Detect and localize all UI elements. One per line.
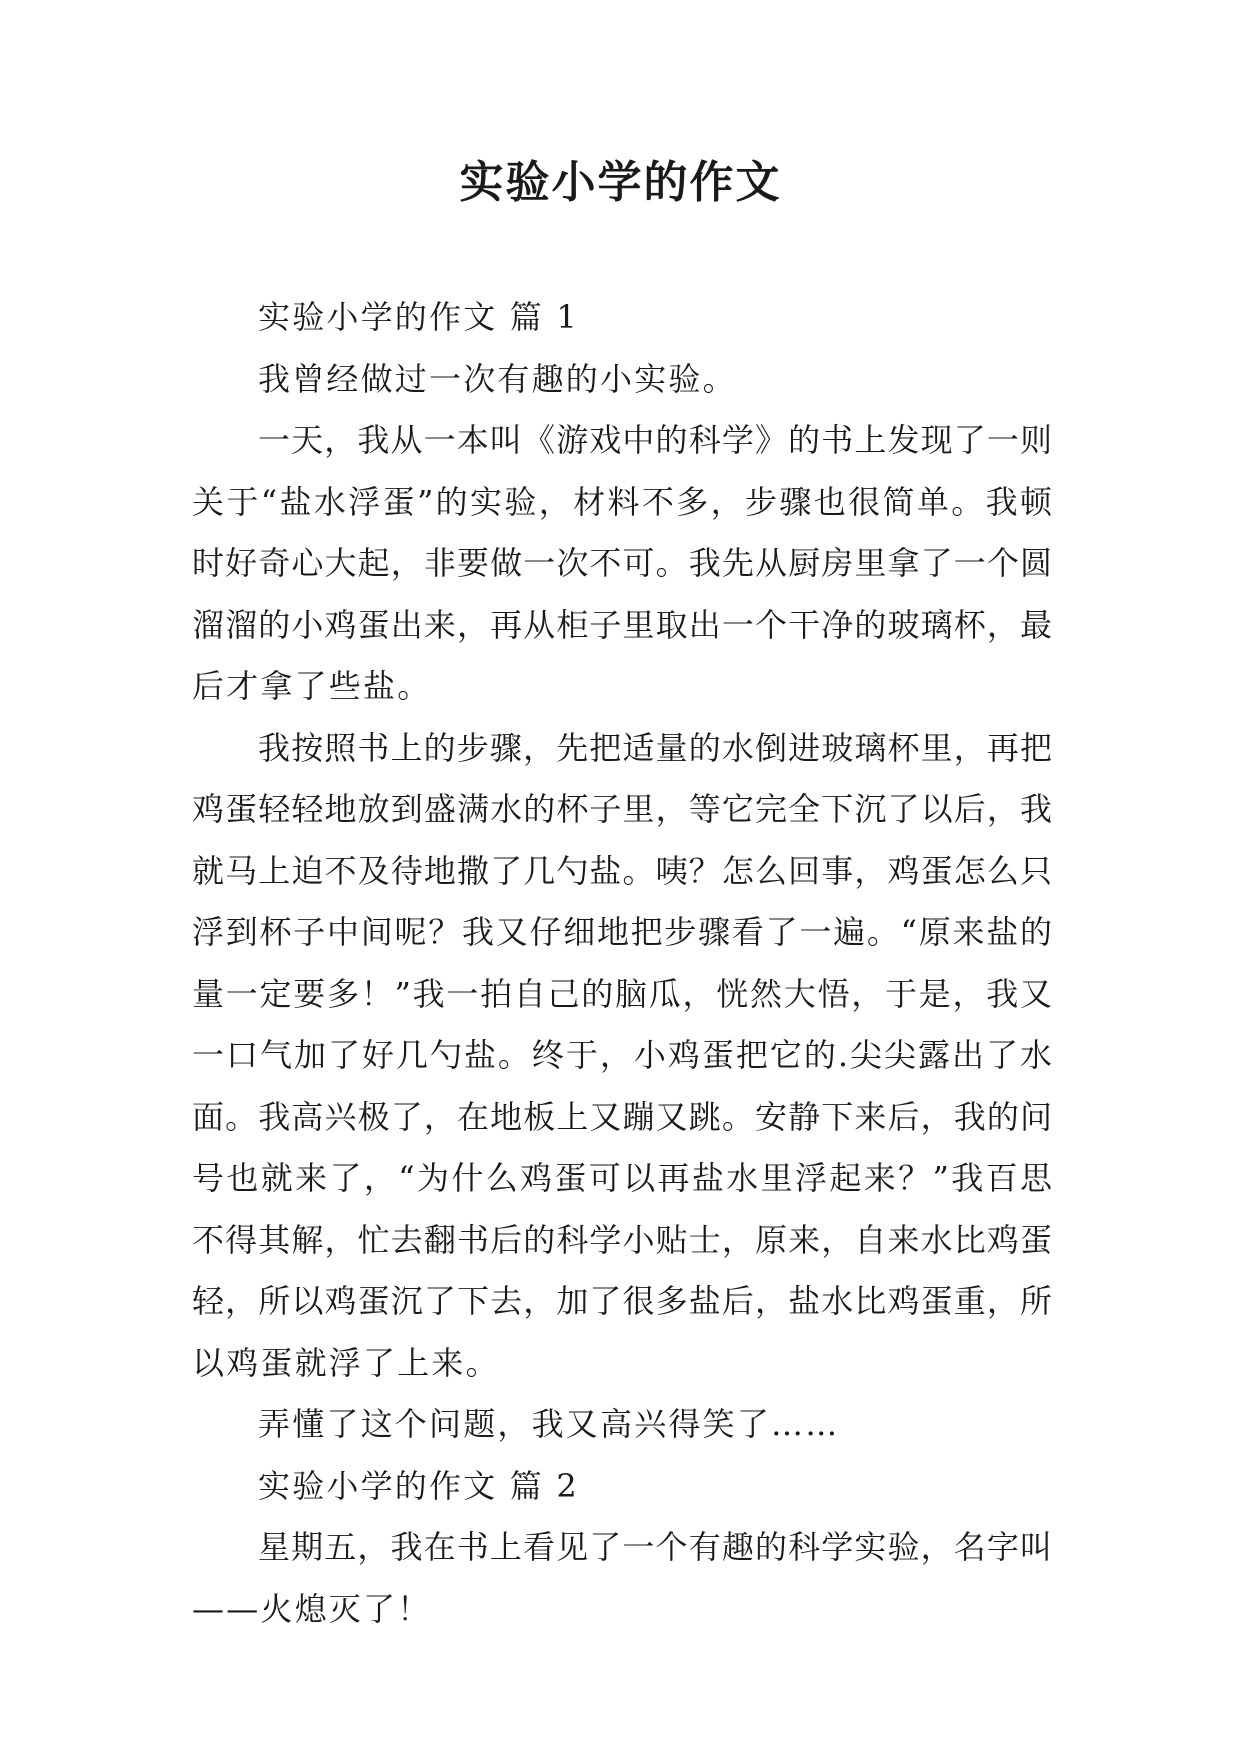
- text-line: 弄懂了这个问题，我又高兴得笑了……: [258, 1405, 840, 1443]
- text-line: 号也就来了，“为什么鸡蛋可以再盐水里浮起来？”我百思: [192, 1159, 1052, 1197]
- text-line: 星期五，我在书上看见了一个有趣的科学实验，名字叫: [258, 1528, 1052, 1566]
- text-line: 关于“盐水浮蛋”的实验，材料不多，步骤也很简单。我顿: [192, 482, 1052, 521]
- text-line: 以鸡蛋就浮了上来。: [192, 1343, 500, 1382]
- text-line: 实验小学的作文 篇 2: [258, 1466, 579, 1505]
- text-line: 溜溜的小鸡蛋出来，再从柜子里取出一个干净的玻璃杯，最: [192, 605, 1052, 644]
- text-line: 后才拿了些盐。: [192, 667, 432, 705]
- text-line: 一天，我从一本叫《游戏中的科学》的书上发现了一则: [258, 421, 1052, 459]
- text-line: 鸡蛋轻轻地放到盛满水的杯子里，等它完全下沉了以后，我: [192, 790, 1052, 828]
- text-line: ——火熄灭了！: [192, 1589, 432, 1628]
- text-line: 就马上迫不及待地撒了几勺盐。咦？怎么回事，鸡蛋怎么只: [192, 851, 1052, 890]
- text-line: 浮到杯子中间呢？我又仔细地把步骤看了一遍。“原来盐的: [192, 913, 1052, 951]
- text-line: 不得其解，忙去翻书后的科学小贴士，原来，自来水比鸡蛋: [192, 1220, 1052, 1259]
- text-line: 一口气加了好几勺盐。终于，小鸡蛋把它的.尖尖露出了水: [192, 1036, 1052, 1074]
- text-line: 量一定要多！”我一拍自己的脑瓜，恍然大悟，于是，我又: [192, 974, 1052, 1013]
- text-line: 轻，所以鸡蛋沉了下去，加了很多盐后，盐水比鸡蛋重，所: [192, 1282, 1052, 1320]
- document-body: [192, 287, 1052, 1640]
- text-line: 时好奇心大起，非要做一次不可。我先从厨房里拿了一个圆: [192, 544, 1052, 582]
- text-line: 我按照书上的步骤，先把适量的水倒进玻璃杯里，再把: [258, 728, 1052, 767]
- text-line: 面。我高兴极了，在地板上又蹦又跳。安静下来后，我的问: [192, 1097, 1052, 1136]
- text-line: 实验小学的作文 篇 1: [258, 298, 579, 336]
- text-line: 我曾经做过一次有趣的小实验。: [258, 359, 737, 398]
- document-title: 实验小学的作文: [459, 157, 782, 208]
